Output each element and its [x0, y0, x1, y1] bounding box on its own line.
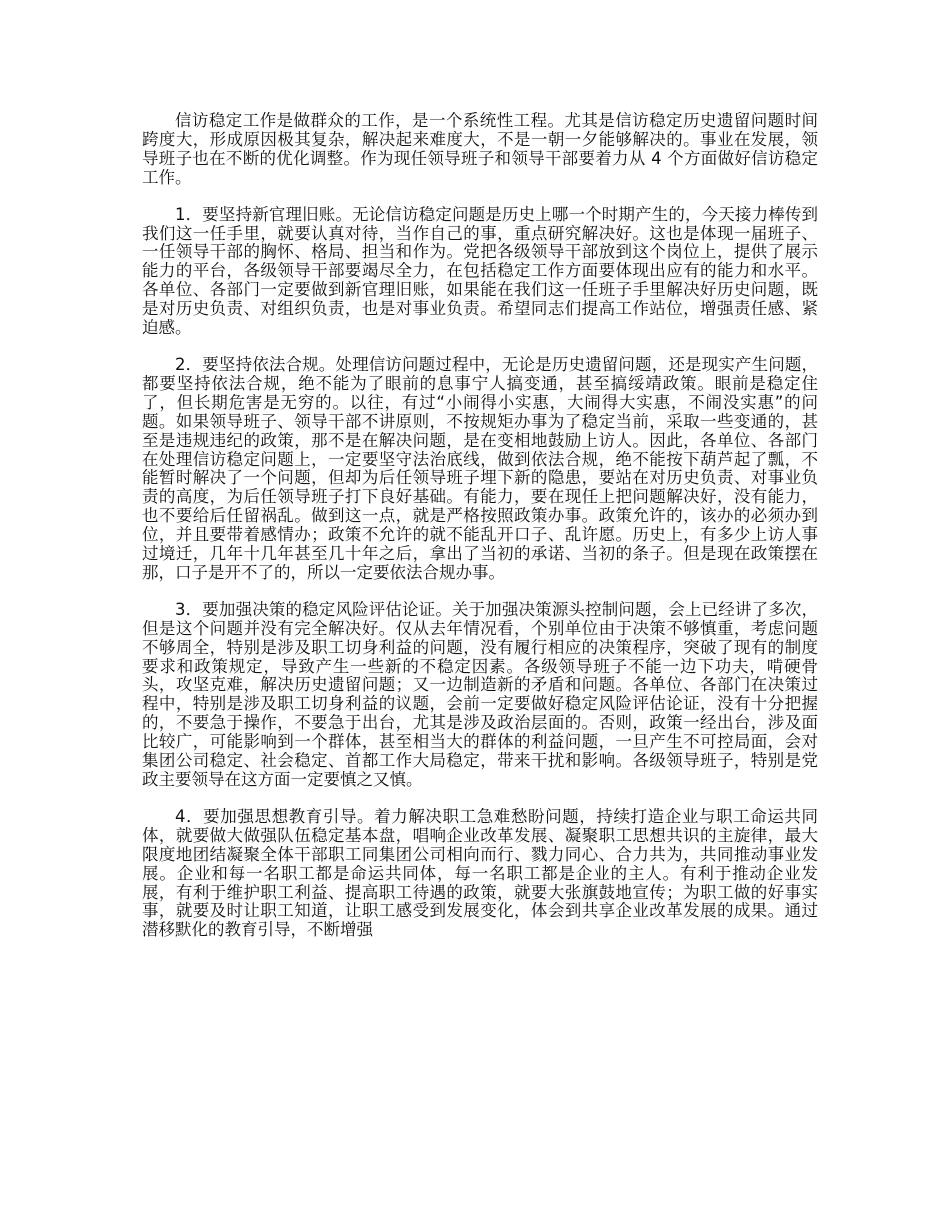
point-2-paragraph: 2．要坚持依法合规。处理信访问题过程中，无论是历史遗留问题，还是现实产生问题，都要坚持依法合规，绝不能为了眼前的息事宁人搞变通，甚至搞绥靖政策。眼前是稳定住了，但长期危害是无穷的。以往，有过“小闹得小实惠，大闹得大实惠，不闹没实惠”的问题。如果领导班子、领导干部不讲原则，不按规矩办事为了稳定当前，采取一些变通的，甚至是违规违纪的政策，那不是在解决问题，是在变相地鼓励上访人。因此，各单位、各部门在处理信访稳定问题上，一定要坚守法治底线，做到依法合规，绝不能按下葫芦起了瓢，不能暂时解决了一个问题，但却为后任领导班子埋下新的隐患，要站在对历史负责、对事业负责的高度，为后任领导班子打下良好基础。有能力，要在现任上把问题解决好，没有能力，也不要给后任留祸乱。做到这一点，就是严格按照政策办事。政策允许的，该办的必须办到位，并且要带着感情办；政策不允许的就不能乱开口子、乱许愿。历史上，有多少上访人事过境迁，几年十几年甚至几十年之后，拿出了当初的承诺、当初的条子。但是现在政策摆在那，口子是开不了的，所以一定要依法合规办事。 [142, 354, 818, 582]
point-3-paragraph: 3．要加强决策的稳定风险评估论证。关于加强决策源头控制问题，会上已经讲了多次，但是这个问题并没有完全解决好。仅从去年情况看，个别单位由于决策不够慎重，考虑问题不够周全，特别是涉及职工切身利益的问题，没有履行相应的决策程序，突破了现有的制度要求和政策规定，导致产生一些新的不稳定因素。各级领导班子不能一边下功夫，啃硬骨头，攻坚克难，解决历史遗留问题；又一边制造新的矛盾和问题。各单位、各部门在决策过程中，特别是涉及职工切身利益的议题，会前一定要做好稳定风险评估论证，没有十分把握的，不要急于操作，不要急于出台，尤其是涉及政治层面的。否则，政策一经出台，涉及面比较广，可能影响到一个群体，甚至相当大的群体的利益问题，一旦产生不可控局面，会对集团公司稳定、社会稳定、首都工作大局稳定，带来干扰和影响。各级领导班子，特别是党政主要领导在这方面一定要慎之又慎。 [142, 599, 818, 789]
point-4-paragraph: 4．要加强思想教育引导。着力解决职工急难愁盼问题，持续打造企业与职工命运共同体，就要做大做强队伍稳定基本盘，唱响企业改革发展、凝聚职工思想共识的主旋律，最大限度地团结凝聚全体干部职工同集团公司相向而行、戮力同心、合力共为，共同推动事业发展。企业和每一名职工都是命运共同体，每一名职工都是企业的主人。有利于推动企业发展，有利于维护职工利益、提高职工待遇的政策，就要大张旗鼓地宣传；为职工做的好事实事，就要及时让职工知道，让职工感受到发展变化，体会到共享企业改革发展的成果。通过潜移默化的教育引导，不断增强 [142, 806, 818, 940]
point-1-paragraph: 1．要坚持新官理旧账。无论信访稳定问题是历史上哪一个时期产生的，今天接力棒传到我们这一任手里，就要认真对待，当作自己的事，重点研究解决好。这也是体现一届班子、一任领导干部的胸怀、格局、担当和作为。党把各级领导干部放到这个岗位上，提供了展示能力的平台，各级领导干部要竭尽全力，在包括稳定工作方面要体现出应有的能力和水平。各单位、各部门一定要做到新官理旧账，如果能在我们这一任班子手里解决好历史问题，既是对历史负责、对组织负责，也是对事业负责。希望同志们提高工作站位，增强责任感、紧迫感。 [142, 204, 818, 338]
document-page [142, 112, 818, 940]
intro-paragraph: 信访稳定工作是做群众的工作，是一个系统性工程。尤其是信访稳定历史遗留问题时间跨度大，形成原因极其复杂，解决起来难度大，不是一朝一夕能够解决的。事业在发展，领导班子也在不断的优化调整。作为现任领导班子和领导干部要着力从 4 个方面做好信访稳定工作。 [142, 111, 818, 187]
